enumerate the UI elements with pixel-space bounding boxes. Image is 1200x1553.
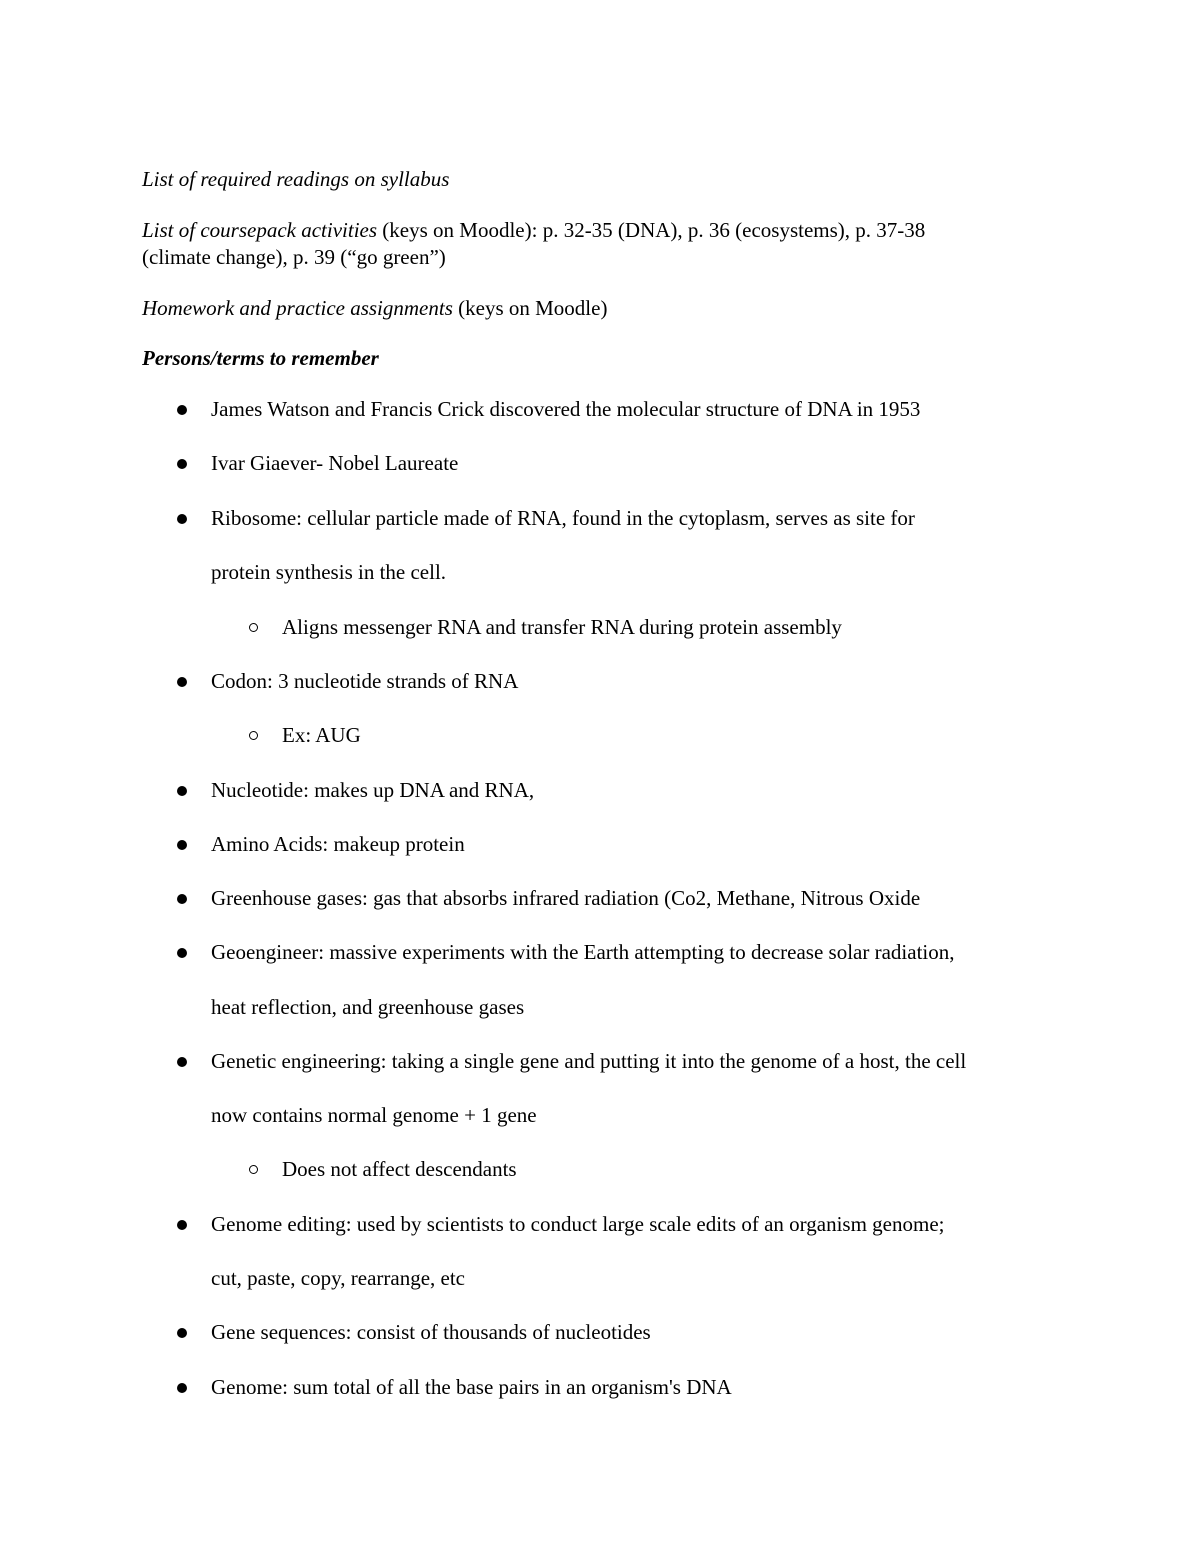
list-item: Ivar Giaever- Nobel Laureate	[211, 451, 459, 475]
bullet-icon	[177, 1383, 187, 1393]
bullet-icon	[177, 948, 187, 958]
list-item: Amino Acids: makeup protein	[211, 832, 465, 856]
sub-list-item: Ex: AUG	[282, 723, 361, 747]
list-item: Genome editing: used by scientists to conduct large scale edits of an organism genome;	[211, 1212, 945, 1236]
coursepack-text-cont: (climate change), p. 39 (“go green”)	[142, 245, 446, 269]
list-item: Geoengineer: massive experiments with the Earth attempting to decrease solar radiation,	[211, 940, 955, 964]
coursepack-text: (keys on Moodle): p. 32-35 (DNA), p. 36 (ecosystems), p. 37-38	[377, 218, 926, 242]
homework-line	[142, 295, 607, 321]
coursepack-line-2	[142, 244, 446, 270]
bullet-icon	[177, 405, 187, 415]
bullet-icon	[177, 840, 187, 850]
bullet-icon	[177, 1328, 187, 1338]
bullet-icon	[177, 1057, 187, 1067]
list-item-continuation: now contains normal genome + 1 gene	[211, 1103, 537, 1127]
list-item: Codon: 3 nucleotide strands of RNA	[211, 669, 519, 693]
bullet-icon	[177, 459, 187, 469]
list-item: Genome: sum total of all the base pairs in an organism's DNA	[211, 1375, 732, 1399]
bullet-icon	[177, 1220, 187, 1230]
hollow-bullet-icon	[249, 623, 258, 632]
list-item-continuation: cut, paste, copy, rearrange, etc	[211, 1266, 465, 1290]
list-item: James Watson and Francis Crick discovered the molecular structure of DNA in 1953	[211, 397, 921, 421]
homework-label: Homework and practice assignments	[142, 296, 453, 320]
list-item: Genetic engineering: taking a single gene and putting it into the genome of a host, the cell	[211, 1049, 967, 1073]
list-item: Gene sequences: consist of thousands of nucleotides	[211, 1320, 651, 1344]
list-item: Nucleotide: makes up DNA and RNA,	[211, 778, 535, 802]
sub-list-item: Aligns messenger RNA and transfer RNA during protein assembly	[282, 615, 842, 639]
hollow-bullet-icon	[249, 1165, 258, 1174]
list-item: Greenhouse gases: gas that absorbs infrared radiation (Co2, Methane, Nitrous Oxide	[211, 886, 921, 910]
heading-text: Persons/terms to remember	[142, 346, 379, 370]
bullet-icon	[177, 894, 187, 904]
list-item-continuation: heat reflection, and greenhouse gases	[211, 995, 525, 1019]
sub-list-item: Does not affect descendants	[282, 1157, 517, 1181]
bullet-icon	[177, 677, 187, 687]
readings-text: List of required readings on syllabus	[142, 167, 450, 191]
list-item: Ribosome: cellular particle made of RNA, found in the cytoplasm, serves as site for	[211, 506, 915, 530]
hollow-bullet-icon	[249, 731, 258, 740]
section-heading	[142, 345, 379, 371]
list-item-continuation: protein synthesis in the cell.	[211, 560, 447, 584]
readings-line	[142, 166, 449, 192]
bullet-icon	[177, 514, 187, 524]
homework-text: (keys on Moodle)	[452, 296, 608, 320]
bullet-icon	[177, 786, 187, 796]
coursepack-line-1	[142, 217, 925, 243]
coursepack-label: List of coursepack activities	[142, 218, 378, 242]
